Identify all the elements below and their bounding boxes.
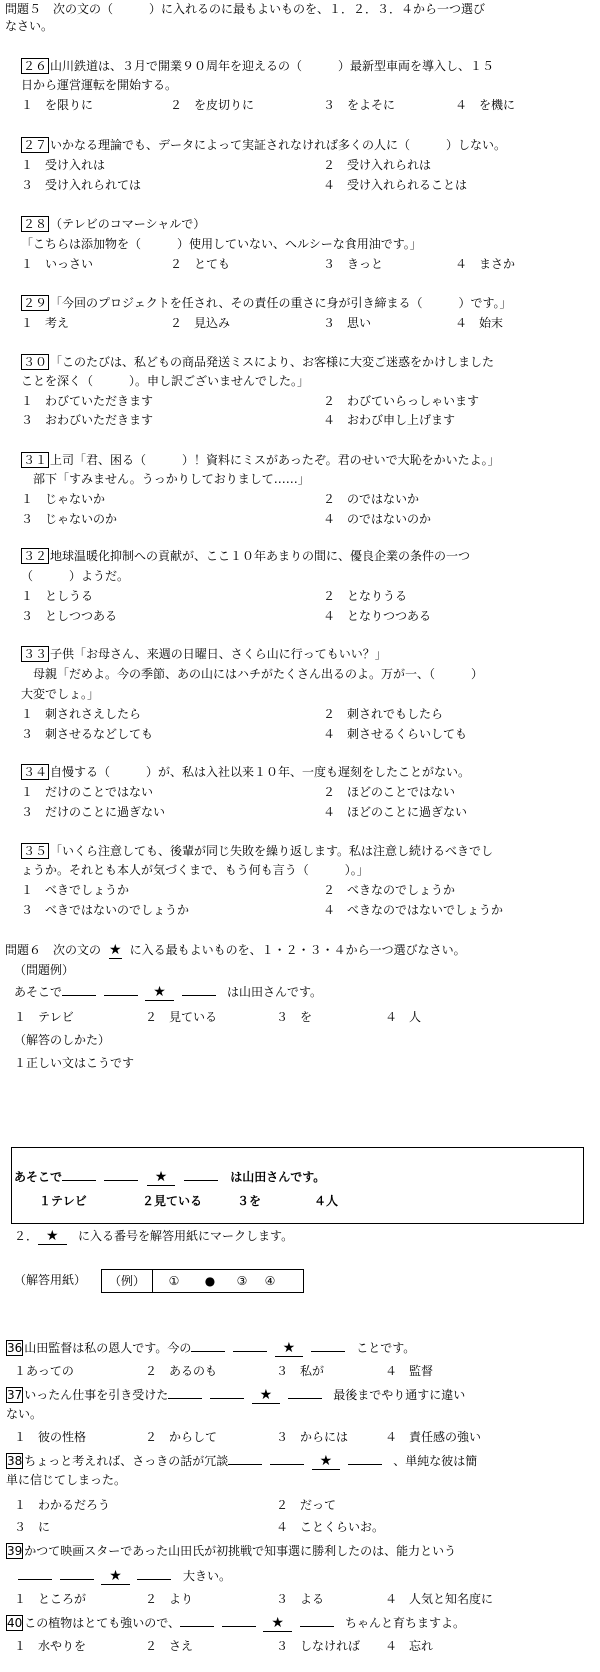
option-2: ２ となりうる xyxy=(323,589,408,603)
option-2: ２ ほどのことではない xyxy=(323,785,456,799)
option-4: ４ 刺させるくらいしても xyxy=(323,727,468,741)
section6-title: 問題６ 次の文の ★ に入る最もよいものを、１・２・３・４から一つ選びなさい。 xyxy=(5,942,466,958)
sheet-choice-3: ③ xyxy=(236,1274,248,1288)
question-26: ２６ 山川鉄道は、３月で開業９０周年を迎えるの（ ）最新型車両を導入し、１５ xyxy=(23,59,495,73)
option-2: ２ わびていらっしゃいます xyxy=(323,394,480,408)
option-1: １ を限りに xyxy=(21,98,94,112)
question-29: ２９ 「今回のプロジェクトを任され、その責任の重さに身が引き締まる（ ）です。」 xyxy=(23,296,512,310)
option-4: ４ 受け入れられることは xyxy=(323,178,468,192)
option-4: ４ 忘れ xyxy=(385,1639,434,1653)
option-2: ２ より xyxy=(145,1592,194,1606)
question-36: 36 山田監督は私の恩人です。今の ★ ことです。 xyxy=(7,1340,416,1356)
box-option-1: １テレビ xyxy=(39,1194,87,1208)
option-2: ２ さえ xyxy=(145,1639,194,1653)
option-1: １ いっさい xyxy=(21,257,94,271)
option-2: ２ 刺されでもしたら xyxy=(323,707,444,721)
question-35: ３５ 「いくら注意しても、後輩が同じ失敗を繰り返します。私は注意し続けるべきでし xyxy=(23,844,494,858)
section5-title: 問題５ 次の文の（ ）に入れるのに最もよいものを、１．２．３．４から一つ選び xyxy=(5,2,486,16)
option-3: ３ を xyxy=(276,1010,313,1024)
star-icon: ★ xyxy=(38,1228,67,1245)
option-4: ４ 人 xyxy=(385,1010,422,1024)
option-4: ４ 監督 xyxy=(385,1364,434,1378)
answer-sheet xyxy=(101,1269,304,1293)
question-30: ３０ 「このたびは、私どもの商品発送ミスにより、お客様に大変ご迷惑をかけしました xyxy=(23,355,495,369)
question-text: 日から運営運転を開始する。 xyxy=(21,78,178,92)
option-1: １ ところが xyxy=(14,1592,87,1606)
box-option-4: ４人 xyxy=(314,1194,339,1208)
option-1: １ 考え xyxy=(21,316,70,330)
option-3: ３ をよそに xyxy=(323,98,396,112)
box-option-2: ２見ている xyxy=(142,1194,203,1208)
option-3: ３ 思い xyxy=(323,316,372,330)
option-1: １ 彼の性格 xyxy=(14,1430,87,1444)
question-number: ２８ xyxy=(23,217,48,231)
option-3: ３ おわびいただきます xyxy=(21,413,154,427)
option-3: ３ 刺させるなどしても xyxy=(21,727,154,741)
question-text: （ ）ようだ。 xyxy=(21,569,130,583)
question-number: ２６ xyxy=(23,59,48,73)
option-3: ３ 私が xyxy=(276,1364,325,1378)
option-4: ４ 始末 xyxy=(455,316,504,330)
option-3: ３ べきではないのでしょうか xyxy=(21,903,190,917)
option-4: ４ のではないのか xyxy=(323,512,432,526)
question-number: ３０ xyxy=(23,355,48,369)
option-1: １ じゃないか xyxy=(21,492,106,506)
question-text: 母親「だめよ。今の季節、あの山にはハチがたくさん出るのよ。万が一、（ ） xyxy=(21,667,484,681)
option-2: ２ とても xyxy=(170,257,231,271)
option-4: ４ べきなのではないでしょうか xyxy=(323,903,504,917)
question-38: 38 ちょっと考えれば、さっきの話が冗談 ★ 、単純な彼は簡 xyxy=(7,1453,478,1469)
option-2: ２ 見込み xyxy=(170,316,231,330)
sheet-label: （解答用紙） xyxy=(14,1273,87,1287)
star-icon: ★ xyxy=(275,1340,304,1357)
question-text: ょうか。それとも本人が気づくまで、もう何も言う（ ）。」 xyxy=(21,863,369,877)
question-text: ない。 xyxy=(6,1407,43,1421)
option-2: ２ のではないか xyxy=(323,492,420,506)
option-3: ３ からには xyxy=(276,1430,349,1444)
question-34: ３４ 自慢する（ ）が、私は入社以来１０年、一度も遅刻をしたことがない。 xyxy=(23,765,471,779)
question-number: 38 xyxy=(7,1454,23,1468)
option-3: ３ じゃないのか xyxy=(21,512,118,526)
question-27: ２７ いかなる理論でも、データによって実証されなければ多くの人に（ ）しない。 xyxy=(23,138,507,152)
option-3: ３ きっと xyxy=(323,257,384,271)
option-1: １ 受け入れは xyxy=(21,158,106,172)
step1: １正しい文はこうです xyxy=(14,1056,135,1070)
question-40: 40 この植物はとても強いので、 ★ ちゃんと育ちますよ。 xyxy=(7,1615,465,1631)
option-4: ４ おわび申し上げます xyxy=(323,413,456,427)
question-text: ことを深く（ ）。申し訳ございませんでした。」 xyxy=(21,374,310,388)
option-1: １ わかるだろう xyxy=(14,1498,111,1512)
section5-title-cont: なさい。 xyxy=(5,19,54,33)
option-1: １ わびていただきます xyxy=(21,394,154,408)
question-number: ２７ xyxy=(23,138,48,152)
step2: ２． ★ に入る番号を解答用紙にマークします。 xyxy=(14,1228,294,1244)
option-1: １ テレビ xyxy=(14,1010,74,1024)
option-3: ３ としつつある xyxy=(21,609,118,623)
sheet-choice-1: ① xyxy=(168,1274,180,1288)
sheet-choice-2-marked: ● xyxy=(204,1274,216,1288)
option-4: ４ ほどのことに過ぎない xyxy=(323,805,468,819)
box-sentence: あそこで ★ は山田さんです。 xyxy=(14,1169,326,1185)
option-4: ４ まさか xyxy=(455,257,516,271)
option-1: １ としうる xyxy=(21,589,94,603)
question-number: ３４ xyxy=(23,765,48,779)
question-number: 39 xyxy=(7,1544,23,1558)
option-3: ３ 受け入れられては xyxy=(21,178,142,192)
option-1: １あっての xyxy=(14,1364,74,1378)
sheet-choice-4: ④ xyxy=(264,1274,276,1288)
option-2: ２ 受け入れられは xyxy=(323,158,432,172)
star-icon: ★ xyxy=(252,1387,281,1404)
question-31: ３１ 上司「君、困る（ ）！資料にミスがあったぞ。君のせいで大恥をかいたよ。」 xyxy=(23,453,500,467)
question-number: ３３ xyxy=(23,647,48,661)
star-icon: ★ xyxy=(312,1453,341,1470)
option-4: ４ となりつつある xyxy=(323,609,432,623)
star-icon: ★ xyxy=(145,984,174,1001)
example-answer-box xyxy=(11,1147,584,1224)
sheet-example-cell: （例） xyxy=(102,1270,153,1292)
howto-label: （解答のしかた） xyxy=(14,1033,111,1047)
star-icon: ★ xyxy=(263,1615,292,1632)
question-number: 37 xyxy=(7,1388,23,1402)
question-28: ２８ （テレビのコマーシャルで） xyxy=(23,217,206,231)
option-3: ３ に xyxy=(14,1520,51,1534)
question-text: 単に信じてしまった。 xyxy=(6,1473,127,1487)
option-1: １ 水やりを xyxy=(14,1639,87,1653)
example-label: （問題例） xyxy=(14,963,75,977)
question-39-blanks: ★ 大きい。 xyxy=(18,1567,231,1584)
option-3: ３ しなければ xyxy=(276,1639,361,1653)
option-1: １ 刺されさえしたら xyxy=(21,707,142,721)
question-33: ３３ 子供「お母さん、来週の日曜日、さくら山に行ってもいい？」 xyxy=(23,647,387,661)
option-4: ４ を機に xyxy=(455,98,516,112)
option-2: ２ べきなのでしょうか xyxy=(323,883,456,897)
option-2: ２ を皮切りに xyxy=(170,98,255,112)
option-3: ３ よる xyxy=(276,1592,325,1606)
question-32: ３２ 地球温暖化抑制への貢献が、ここ１０年あまりの間に、優良企業の条件の一つ xyxy=(23,549,471,563)
star-icon: ★ xyxy=(147,1169,176,1186)
star-icon: ★ xyxy=(101,1568,130,1585)
option-4: ４ 人気と知名度に xyxy=(385,1592,494,1606)
question-number: ２９ xyxy=(23,296,48,310)
question-37: 37 いったん仕事を引き受けた ★ 最後までやり通すに違い xyxy=(7,1387,466,1403)
box-option-3: ３を xyxy=(237,1194,262,1208)
question-number: ３２ xyxy=(23,549,48,563)
option-2: ２ あるのも xyxy=(145,1364,218,1378)
option-1: １ だけのことではない xyxy=(21,785,154,799)
question-text: 部下「すみません。うっかりしておりまして……」 xyxy=(21,472,310,486)
option-2: ２ 見ている xyxy=(145,1010,218,1024)
question-39: 39 かつて映画スターであった山田氏が初挑戦で知事選に勝利したのは、能力という xyxy=(7,1544,457,1558)
example-sentence: あそこで ★ は山田さんです。 xyxy=(14,984,322,1000)
question-number: ３１ xyxy=(23,453,48,467)
question-number: 40 xyxy=(7,1616,23,1630)
question-number: ３５ xyxy=(23,844,48,858)
option-3: ３ だけのことに過ぎない xyxy=(21,805,166,819)
star-icon: ★ xyxy=(109,942,122,958)
option-4: ４ 責任感の強い xyxy=(385,1430,482,1444)
option-2: ２ だって xyxy=(276,1498,337,1512)
question-number: 36 xyxy=(7,1341,23,1355)
question-text: 大変でしょ。」 xyxy=(21,687,100,701)
option-1: １ べきでしょうか xyxy=(21,883,130,897)
option-4: ４ ことくらいお。 xyxy=(276,1520,385,1534)
option-2: ２ からして xyxy=(145,1430,218,1444)
question-text: 「こちらは添加物を（ ）使用していない、ヘルシーな食用油です。」 xyxy=(21,237,422,251)
